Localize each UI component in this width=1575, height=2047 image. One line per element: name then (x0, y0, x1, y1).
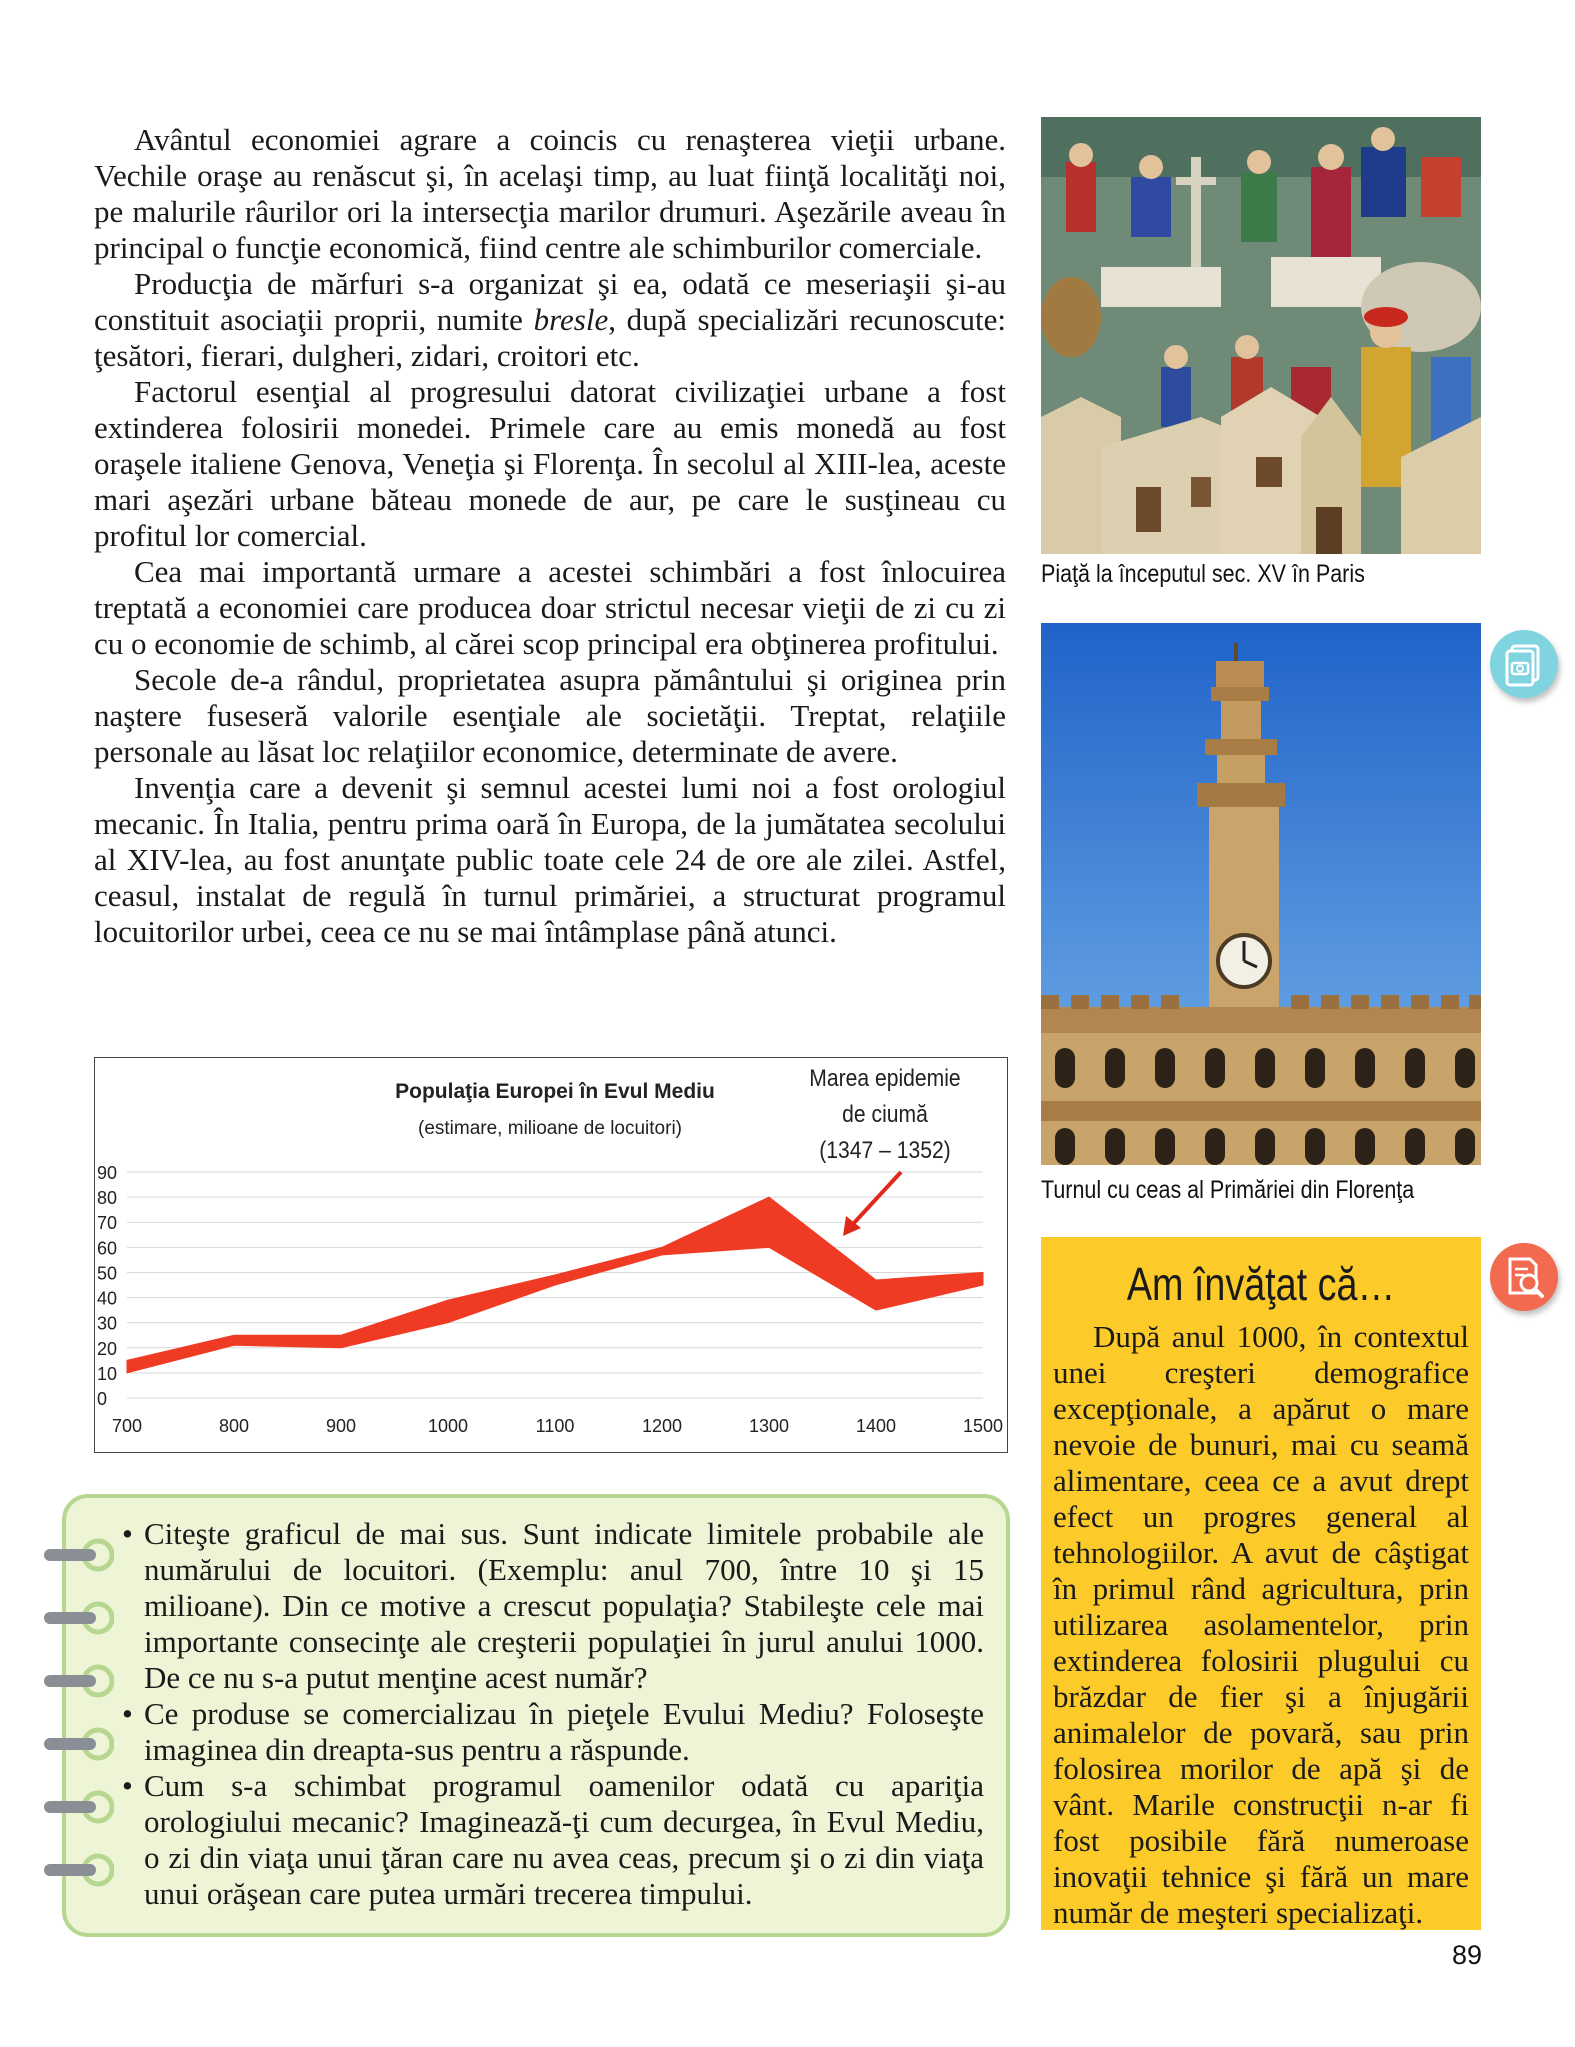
notebook-ring (44, 1853, 114, 1887)
chart-title: Populaţia Europei în Evul Mediu (395, 1080, 715, 1103)
summary-title: Am învăţat că… (1126, 1258, 1396, 1310)
x-axis-ticks (112, 1416, 1003, 1436)
page-number: 89 (1452, 1940, 1483, 1970)
plague-arrow (843, 1172, 901, 1236)
bullet: • (122, 1696, 133, 1731)
notebook-ring (44, 1790, 114, 1824)
paragraph-guilds-start: Producţia de mărfuri s-a organizat şi ea, odată ce meseriaşii şi-au constituit asociaţii proprii, numite (94, 266, 1006, 337)
notebook-ring (44, 1664, 114, 1698)
plague-annotation-line-3: (1347 – 1352) (819, 1136, 951, 1164)
x-tick-label: 1200 (641, 1416, 683, 1436)
photo-gallery-icon[interactable] (1490, 630, 1558, 698)
x-tick-label: 900 (325, 1416, 357, 1436)
plague-annotation-line-2: de ciumă (842, 1100, 928, 1128)
exercise-item (122, 1516, 984, 1696)
notebook-ring (44, 1727, 114, 1761)
population-chart (94, 1057, 1008, 1453)
exercise-item-text: Ce produse se comercializau în pieţele Evului Mediu? Foloseşte imaginea din dreapta-sus pentru a răspunde. (144, 1696, 984, 1767)
document-search-icon[interactable] (1490, 1243, 1558, 1311)
y-tick-label: 80 (97, 1188, 118, 1209)
exercise-item (122, 1696, 984, 1768)
x-tick-label: 1100 (535, 1416, 575, 1436)
bullet: • (122, 1768, 133, 1803)
y-tick-label: 60 (97, 1238, 118, 1259)
x-tick-label: 1000 (427, 1416, 469, 1436)
notebook-ring (44, 1601, 114, 1635)
market-image-caption: Piaţă la începutul sec. XV în Paris (1041, 560, 1365, 588)
y-axis-ticks (97, 1163, 117, 1409)
x-tick-label: 1500 (962, 1416, 1004, 1436)
summary-box (1041, 1237, 1481, 1930)
y-tick-label: 30 (97, 1313, 118, 1334)
y-tick-label: 70 (97, 1213, 118, 1234)
paragraph-exchange-economy: Cea mai importantă urmare a acestei schimbări a fost înlocuirea treptată a economiei care producea doar strictul necesar vieţii de zi cu zi cu o economie de schimb, al cărei scop principal era obţinerea profitului. (94, 554, 1006, 661)
x-tick-label: 800 (218, 1416, 250, 1436)
market-image (1041, 117, 1481, 554)
term-bresle: bresle (533, 302, 609, 337)
exercise-box (62, 1494, 1010, 1937)
y-tick-label: 20 (97, 1338, 118, 1359)
y-tick-label: 0 (97, 1389, 108, 1409)
bullet: • (122, 1516, 133, 1551)
y-tick-label: 40 (97, 1288, 118, 1309)
x-tick-label: 700 (111, 1416, 143, 1436)
exercise-item-text: Citeşte graficul de mai sus. Sunt indicate limitele probabile ale numărului de locuitori. (Exemplu: anul 700, între 10 şi 15 milioane). Din ce motive a crescut populaţia? Stabileşte cele mai importante consecinţe ale creşterii populaţiei în jurul anului 1000. De ce nu s-a putut menţine acest număr? (144, 1516, 984, 1695)
x-tick-label: 1300 (748, 1416, 790, 1436)
main-text (94, 122, 1006, 950)
florence-tower-image (1041, 623, 1481, 1165)
paragraph-economic-relations: Secole de-a rândul, proprietatea asupra pământului şi originea prin naştere fuseseră valorile esenţiale ale societăţii. Treptat, relaţiile personale au lăsat loc relaţiilor economice, determinate de avere. (94, 662, 1006, 769)
y-tick-label: 50 (97, 1263, 118, 1284)
paragraph-guilds (94, 266, 1006, 374)
y-tick-label: 90 (97, 1163, 118, 1183)
chart-subtitle: (estimare, milioane de locuitori) (418, 1118, 682, 1139)
florence-tower-caption: Turnul cu ceas al Primăriei din Florenţa (1041, 1176, 1415, 1204)
summary-text: După anul 1000, în contextul unei creşteri demografice excepţionale, a apărut o mare nevoie de bunuri, mai cu seamă alimentare, ceea ce a avut drept efect un progres general al tehnologiilor. A avut de câştigat în primul rând agricultura, prin utilizarea asolamentelor, prin extinderea folosirii plugului cu brăzdar de fier şi a înjugării animalelor de povară, sau prin folosirea morilor de apă şi de vânt. Marile construcţii n-ar fi fost posibile fără numeroase inovaţii tehnice şi fără un mare număr de meşteri specializaţi. (1053, 1319, 1469, 1930)
paragraph-urban-life: Avântul economiei agrare a coincis cu renaşterea vieţii urbane. Vechile oraşe au renăscut şi, în acelaşi timp, au luat fiinţă localităţi noi, pe malurile râurilor ori la intersecţia marilor drumuri. Aşezările aveau în principal o funcţie economică, fiind centre ale schimburilor comerciale. (94, 122, 1006, 265)
paragraph-guilds-end: , după specializări recunoscute: ţesători, fierari, dulgheri, zidari, croitori etc. (94, 302, 1007, 373)
x-tick-label: 1400 (855, 1416, 897, 1436)
exercise-list (122, 1516, 984, 1912)
paragraph-currency: Factorul esenţial al progresului datorat civilizaţiei urbane a fost extinderea folosirii monedei. Primele care au emis monedă au fost oraşele italiene Genova, Veneţia şi Florenţa. În secolul al XIII-lea, aceste mari aşezări urbane băteau monede de aur, pe care le susţineau cu profitul lor comercial. (94, 374, 1006, 553)
y-tick-label: 10 (97, 1363, 118, 1384)
plague-annotation-line-1: Marea epidemie (809, 1064, 961, 1092)
notebook-ring (44, 1538, 114, 1572)
population-chart-svg (95, 1058, 1007, 1452)
exercise-item (122, 1768, 984, 1912)
exercise-item-text: Cum s-a schimbat programul oamenilor odată cu apariţia orologiului mecanic? Imaginează-ţi cum decurgea, în Evul Mediu, o zi din viaţa unui ţăran care nu avea ceas, precum şi o zi din viaţa unui orăşean care putea urmări trecerea timpului. (144, 1768, 984, 1911)
paragraph-mechanical-clock: Invenţia care a devenit şi semnul acestei lumi noi a fost orologiul mecanic. În Italia, pentru prima oară în Europa, de la jumătatea secolului al XIV-lea, au fost anunţate public toate cele 24 de ore ale zilei. Astfel, ceasul, instalat de regulă în turnul primăriei, a structurat programul locuitorilor urbei, ceea ce nu se mai întâmplase până atunci. (94, 770, 1006, 949)
